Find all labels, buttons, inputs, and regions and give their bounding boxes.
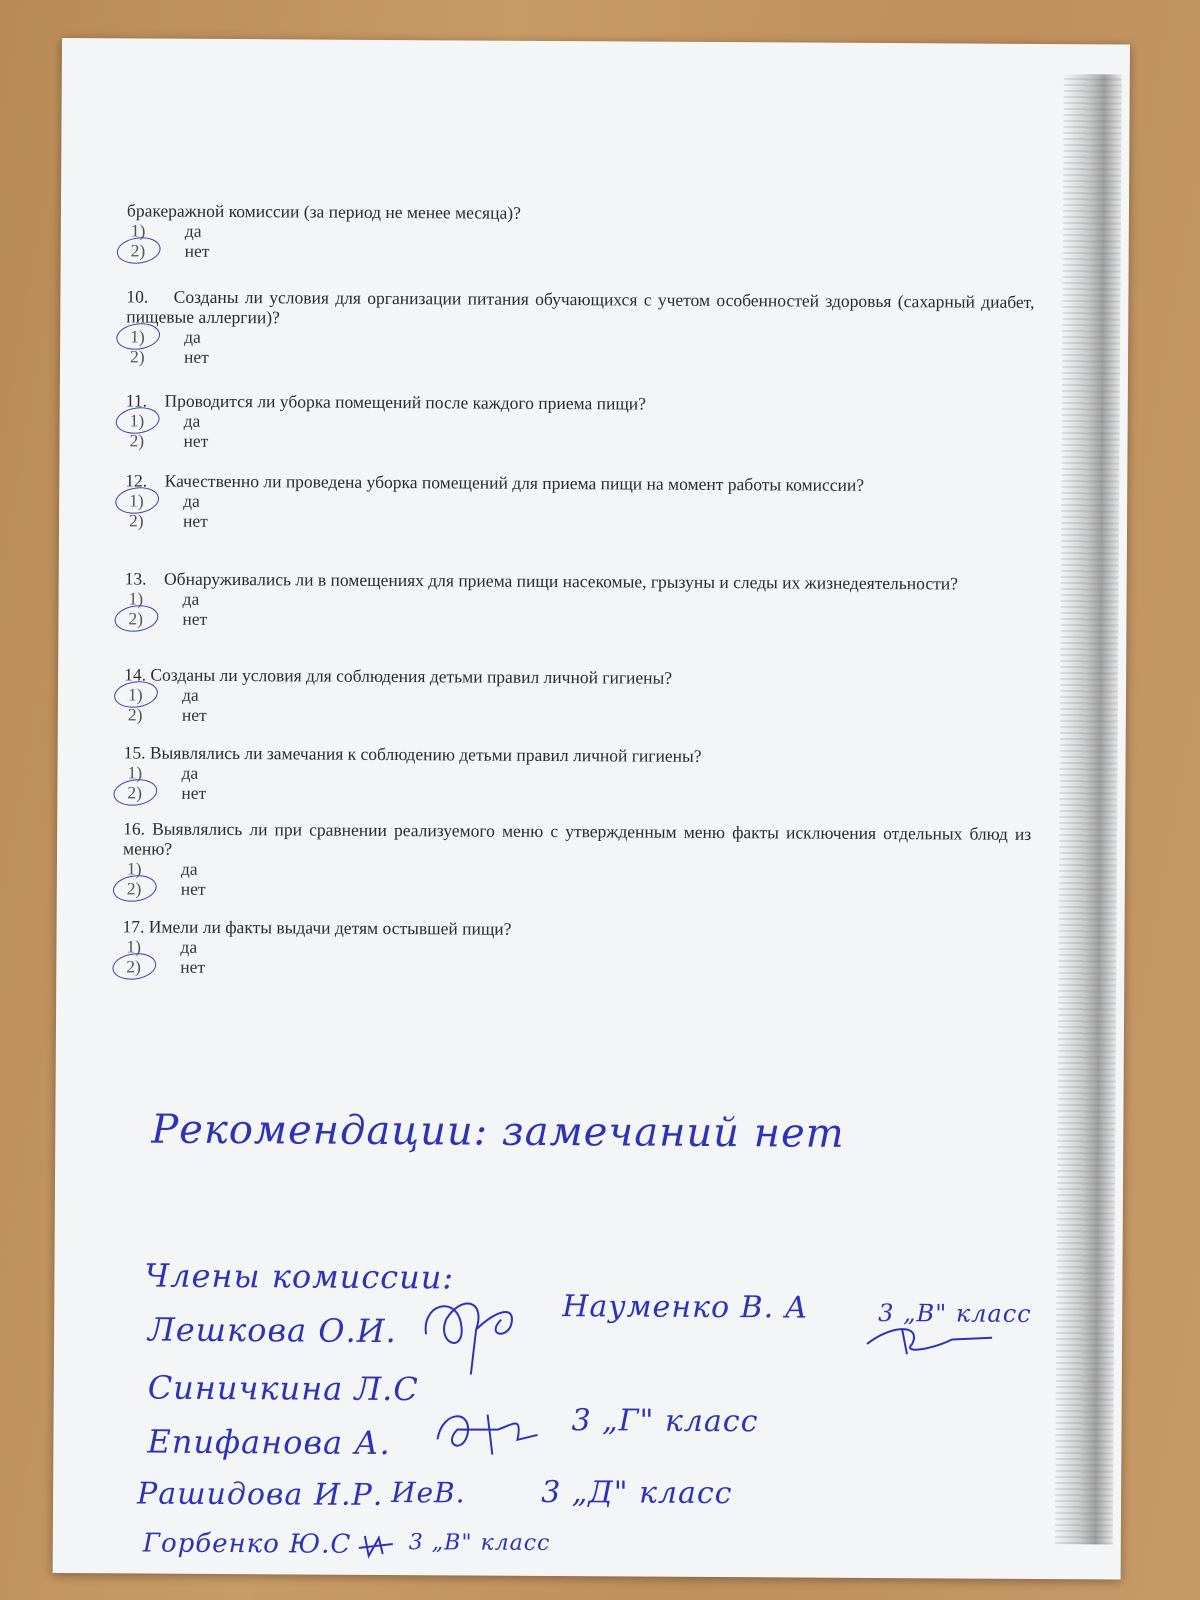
option-no[interactable]: 2) нет <box>122 956 1030 982</box>
document-page <box>53 38 1130 1579</box>
handwritten-class-4: 3 „В" класс <box>408 1530 551 1557</box>
option-yes[interactable]: 1) да <box>128 588 200 609</box>
option-no[interactable]: 2) нет <box>128 510 208 531</box>
handwritten-class-1: 3 „В" класс <box>878 1299 1032 1328</box>
question-12 <box>125 470 1033 536</box>
question-15 <box>123 742 1031 808</box>
handwritten-members-title: Члены комиссии: <box>144 1256 455 1297</box>
handwritten-recommendation: Рекомендации: замечаний нет <box>151 1106 845 1157</box>
option-no[interactable]: 2) нет <box>123 782 1031 808</box>
option-no[interactable]: 2) нет <box>124 608 1032 634</box>
question-17 <box>122 916 1030 982</box>
option-yes[interactable]: 1) да <box>124 684 1032 710</box>
handwritten-member-2: Синичкина Л.С <box>147 1368 419 1409</box>
question-9-text: бракеражной комиссии (за период не менее месяца)? <box>126 200 521 223</box>
handwritten-member-4: Рашидова И.Р. <box>137 1476 384 1513</box>
signature-6 <box>862 1319 1002 1360</box>
option-yes[interactable]: 1) да <box>125 490 1033 516</box>
question-16 <box>123 818 1031 904</box>
handwritten-member-4-initials: ИеВ. <box>391 1476 466 1510</box>
question-11 <box>125 390 1033 456</box>
question-17-text: 17. Имели ли факты выдачи детям остывшей пищи? <box>122 916 512 939</box>
option-no[interactable]: 2) нет <box>123 878 1031 904</box>
option-no[interactable]: 2) нет <box>127 240 1035 266</box>
question-10 <box>126 286 1034 372</box>
option-no[interactable]: 2) нет <box>129 430 209 451</box>
signature-5 <box>357 1526 397 1562</box>
signature-1 <box>416 1284 527 1385</box>
question-12-text: 12. Качественно ли проведена уборка помещений для приема пищи на момент работы комиссии? <box>125 470 865 495</box>
question-14-text: 14. Созданы ли условия для соблюдения детьми правил личной гигиены? <box>124 664 673 688</box>
option-yes[interactable]: 1) да <box>126 326 1034 352</box>
handwritten-member-5: Горбенко Ю.С <box>142 1528 352 1560</box>
question-15-text: 15. Выявлялись ли замечания к соблюдению детьми правил личной гигиены? <box>123 742 702 766</box>
question-16-text: 16. Выявлялись ли при сравнении реализуемого меню с утвержденным меню факты исключения отдельных блюд из меню? <box>122 818 1032 859</box>
handwritten-class-3: 3 „Д" класс <box>541 1474 733 1512</box>
question-13 <box>124 568 1032 634</box>
option-no[interactable]: 2) нет <box>127 704 207 725</box>
question-11-text: 11. Проводится ли уборка помещений после каждого приема пищи? <box>125 390 647 414</box>
option-no[interactable]: 2) нет <box>129 346 209 367</box>
option-yes[interactable]: 1) да <box>126 858 198 879</box>
signature-3 <box>427 1394 547 1465</box>
scan-shadow-edge <box>1055 74 1122 1544</box>
question-10-text: 10. Созданы ли условия для организации питания обучающихся с учетом особенностей здоровья (сахарный диабет, пищевые аллергии)? <box>126 286 1035 328</box>
handwritten-class-2: 3 „Г" класс <box>571 1403 759 1440</box>
question-13-text: 13. Обнаруживались ли в помещениях для приема пищи насекомые, грызуны и следы их жизнедеятельности? <box>124 568 958 594</box>
option-yes[interactable]: 1) да <box>126 410 1034 436</box>
option-yes[interactable]: 1) да <box>130 220 202 241</box>
handwritten-member-1: Лешкова О.И. <box>147 1310 397 1351</box>
option-yes[interactable]: 1) да <box>126 936 198 957</box>
question-9 <box>127 200 1035 266</box>
handwritten-member-6: Науменко В. А <box>562 1289 809 1326</box>
handwritten-member-3: Епифанова А. <box>147 1422 391 1463</box>
option-yes[interactable]: 1) да <box>127 762 199 783</box>
question-14 <box>124 664 1032 730</box>
